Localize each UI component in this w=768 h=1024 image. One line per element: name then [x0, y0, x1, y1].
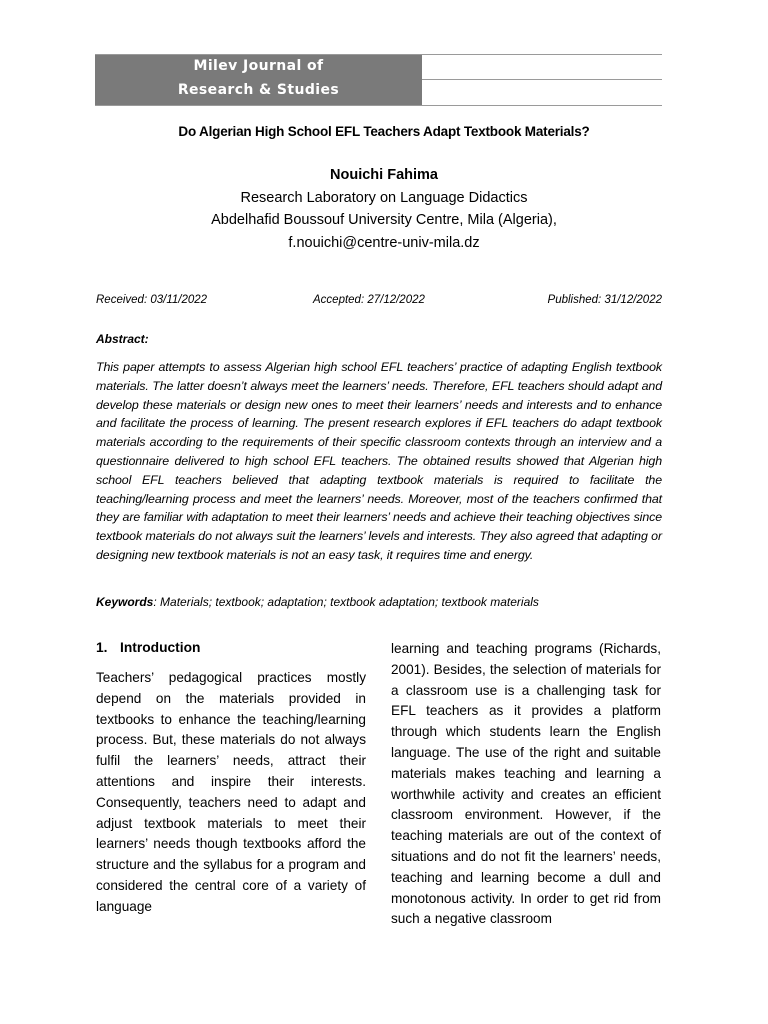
abstract-heading: Abstract:	[96, 332, 149, 346]
keywords-label: Keywords	[96, 595, 154, 609]
journal-header	[95, 54, 662, 106]
keywords-text: : Materials; textbook; adaptation; textbook adaptation; textbook materials	[153, 595, 539, 609]
published-date: Published: 31/12/2022	[547, 294, 662, 306]
accepted-date: Accepted: 27/12/2022	[313, 294, 425, 306]
journal-name-box	[95, 54, 422, 106]
author-email[interactable]: f.nouichi@centre-univ-mila.dz	[288, 235, 480, 251]
intro-left-column: Teachers’ pedagogical practices mostly depend on the materials provided in textbooks to enhance the teaching/learning process. But, these materials do not always fulfil the learners’ needs, attract their attentions and inspire their interests. Consequently, teachers need to adapt and adjust textbook materials to meet their learners’ needs though textbooks afford the structure and the syllabus for a program and considered the central core of a variety of language	[96, 670, 366, 914]
publication-dates	[96, 294, 662, 310]
section-heading-introduction	[96, 640, 200, 655]
section-number: 1.	[96, 640, 108, 655]
journal-name-line2: Research & Studies	[177, 82, 340, 98]
intro-right-column: learning and teaching programs (Richards, 2001). Besides, the selection of materials for a classroom use is a challenging task for EFL teachers as it provides a platform through which students learn the English language. The use of the right and suitable materials makes teaching and learning a worthwhile activity and creates an efficient classroom environment. However, if the teaching materials are out of the context of situations and do not fit the learners’ needs, teaching and learning become a dull and monotonous activity. In order to get rid from such a negative classroom	[391, 641, 661, 927]
header-rule-middle	[422, 79, 662, 80]
keywords	[96, 595, 662, 609]
header-rule-bottom	[95, 105, 662, 106]
abstract-body: This paper attempts to assess Algerian high school EFL teachers’ practice of adapting English textbook materials. The latter doesn’t always meet the learners’ needs. Therefore, EFL teachers should adapt and develop these materials or design new ones to meet their learners’ needs and interests and to enhance and facilitate the process of learning. The present research explores if EFL teachers do adapt textbook materials according to the requirements of their specific classroom contexts through an interview and a questionnaire delivered to high school EFL teachers. The obtained results showed that Algerian high school EFL teachers believed that adapting textbook materials is required to facilitate the teaching/learning process and meet the learners’ needs. Moreover, most of the teachers confirmed that they are familiar with adaptation to meet their learners’ needs and achieve their teaching objectives since textbook materials do not always suit the learners’ levels and interests. They also agreed that adapting or designing new textbook materials is not an easy task, it requires time and energy.	[96, 360, 662, 562]
paper-title: Do Algerian High School EFL Teachers Adapt Textbook Materials?	[178, 124, 590, 139]
affiliation-university: Abdelhafid Boussouf University Centre, Mila (Algeria),	[211, 212, 557, 228]
author-name: Nouichi Fahima	[330, 167, 438, 183]
received-date: Received: 03/11/2022	[96, 294, 208, 306]
affiliation-lab: Research Laboratory on Language Didactics	[240, 190, 528, 206]
section-title: Introduction	[120, 640, 201, 655]
header-rule-top	[95, 54, 662, 55]
journal-name-line1: Milev Journal of	[193, 58, 324, 74]
